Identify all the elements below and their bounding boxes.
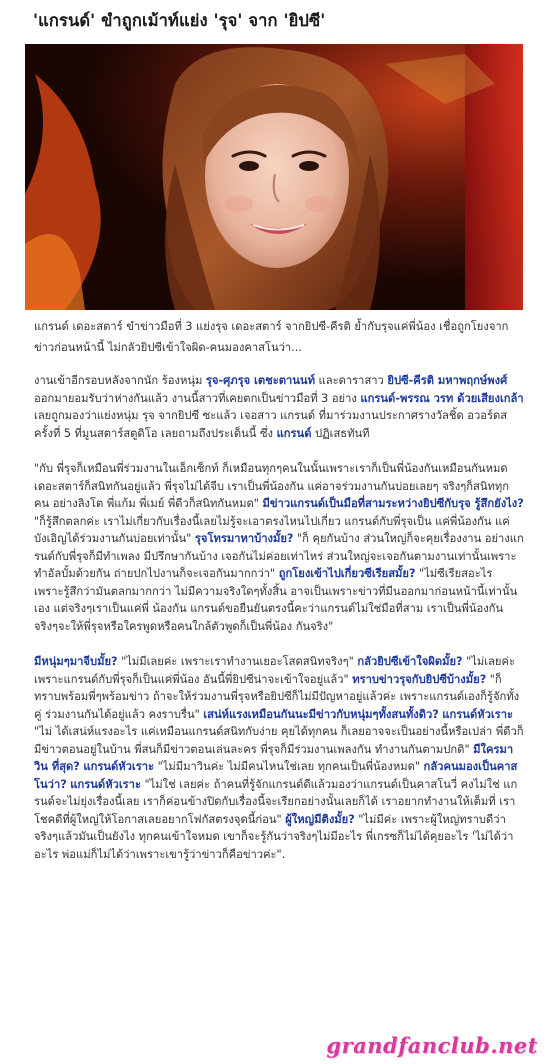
portrait-image	[25, 44, 523, 310]
body-text: และดาราสาว	[314, 374, 388, 387]
highlight-text: รุจโทรมาหาบ้างมั้ย?	[194, 532, 294, 545]
highlight-text: ผู้ใหญ่มีติงมั้ย?	[285, 812, 355, 826]
body-text: ปฏิเสธทันที	[311, 426, 370, 440]
body-text: "ไม่มีมาวินค่ะ ไม่มีคนไหนใช่เลย ทุกคนเป็นพี่น้องหมด"	[154, 760, 424, 773]
body-text: "ไม่มีค่ะ เพราะผู้ใหญ่ทราบดีว่าจริงๆแล้วมันเป็นยังไง ทุกคนเข้าใจหมด เขาก็จะรู้กันว่าจริงๆไม่มีอะไร พี่เกรซก็ไม่ได้คุยอะไร 'ไม่ได้ว่าอะไร พ่อแม่ก็ไม่ได้ว่าเพราะเขารู้ว่าข่าวก็คือข่าวค่ะ".	[34, 812, 514, 861]
body-text: "ไม่มีเลยค่ะ เพราะเราทำงานเยอะโสดสนิทจริงๆ"	[117, 655, 358, 668]
highlight-text: ถูกโยงเข้าไปเกี่ยวซีเรียสมั้ย?	[278, 567, 416, 580]
body-text: "ก็ คุยกันบ้าง ส่วนใหญ่ก็จะคุยเรื่องงาน อย่างแกรนด์กับพี่รุจก็มีทำเพลง มีปรึกษากันบ้าง เจอกันไม่ค่อยเท่าไหร่ ส่วนใหญ่จะเจอกันตามงานเท่านั้นเพราะทำอัลบั้มด้วยกัน ถ่ายปกไปงานก็จะเจอกันมากกว่า"	[34, 532, 524, 580]
photo-caption: แกรนด์ เดอะสตาร์ ขำข่าวมือที่ 3 แย่งรุจ เดอะสตาร์ จากยิปซี-คีรติ ย้ำกับรุจแค่พี่น้อง เชื่อถูกโยงจากข่าวก่อนหน้านี้ ไม่กลัวยิปซีเข้าใจผิด-คนมองคาสโนว่า...	[34, 320, 509, 354]
highlight-text: แกรนด์หัวเราะ	[442, 707, 513, 721]
highlight-text: ทราบข่าวรุจกับยิปซีบ้างมั้ย?	[352, 672, 487, 686]
article-paragraph	[34, 460, 524, 635]
body-text: "ไม่ใช่ เลยค่ะ ถ้าคนที่รู้จักแกรนด์ดีแล้วมองว่าแกรนด์เป็นคาสโนวี่ คงไม่ใช่ แกรนด์จะไม่ยุ่งเรื่องนี้เลย เราก็ค่อนข้างปิดกับเรื่องนี้จะเรียกอย่างนั้นเลยก็ได้ เราอยากทำงานให้เต็มที่ เราโชคดีที่ผู้ใหญ่ให้โอกาสเลยอยากโฟกัสตรงจุดนี้ก่อน"	[34, 777, 518, 826]
highlight-text: กลัวคนมองเป็นคาสโนว่า?	[34, 760, 518, 791]
highlight-text: เสน่ห์แรงเหมือนกันนะมีข่าวกับหนุ่มๆทั้งสนทั้งดิว?	[203, 707, 439, 721]
body-text: "ก็รู้สึกตลกค่ะ เราไม่เกี่ยวกับเรื่องนี้เลยไม่รู้จะเอาตรงไหนไปเกี่ยว แกรนด์กับพี่รุจเป็น แค่พี่น้องกัน แค่บังเอิญได้ร่วมงานกันบ่อยเท่านั้น"	[34, 514, 510, 545]
article-photo	[25, 44, 523, 310]
article-paragraph	[34, 372, 524, 442]
highlight-text: กลัวยิปซีเข้าใจผิดมั้ย?	[357, 655, 463, 668]
article-title: 'แกรนด์' ขำถูกเม้าท์แย่ง 'รุจ' จาก 'ยิปซี'	[33, 11, 326, 30]
highlight-text: แกรนด์หัวเราะ	[83, 760, 155, 773]
body-text: เลยถูกมองว่าแย่งหนุ่ม รุจ จากยิปซี ซะแล้ว เจอสาว แกรนด์ ที่มาร่วมงานประกาศรางวัลชิ้ด อวอร์ดส ครั้งที่ 5 ที่มูนสตาร์สตูดิโอ เลยถามถึงประเด็นนี้ ซึ่ง	[34, 409, 508, 440]
highlight-text: มีหนุ่มๆมาจีบมั้ย?	[34, 655, 118, 668]
site-watermark: grandfanclub.net	[326, 1033, 538, 1058]
highlight-text: แกรนด์	[276, 426, 312, 440]
body-text: "กับ พี่รุจก็เหมือนพี่ร่วมงานในเอ็กเซ็กท์ ก็เหมือนทุกๆคนในนั้นเพราะเราก็เป็นพี่น้องกันเหมือนกันหมด เดอะสตาร์ก็สนิทกันอยู่แล้ว พี่รุจไม่ได้จีบ เราเป็นพี่น้องกัน แค่อาจร่วมงานกันบ่อยเลยๆ จริงๆก็สนิททุกคน อย่างลิงโต พี่แก้ม พี่เมย์ พี่ดีวก็สนิทกันหมด"	[34, 462, 510, 510]
highlight-text: รุจ-ศุภรุจ เตชะตานนท์	[205, 374, 315, 387]
body-text: "ไม่เลยค่ะ เพราะแกรนด์กับพี่รุจก็เป็นแค่พี่น้อง อันนี้พี่ยิปซีน่าจะเข้าใจอยู่แล้ว"	[34, 655, 515, 686]
article-body	[34, 372, 524, 863]
highlight-text: แกรนด์หัวเราะ	[70, 777, 141, 791]
body-text: "ก็ทราบพร้อมพี่ๆพร้อมข่าว ถ้าจะให้ร่วมงานพี่รุจหรือยิปซีก็ไม่มีปัญหาอยู่แล้วค่ะ เพราะแกรนด์เองก็รู้จักทั้งคู่ ร่วมงานกันได้อยู่แล้ว คงราบรื่น"	[34, 672, 520, 721]
body-text: "ไม่ซีเรียสอะไร เพราะรู้สึกว่ามันตลกมากกว่า ไม่มีความจริงใดๆทั้งสิ้น อาจเป็นเพราะข่าวที่มีนออกมาก่อนหน้านี้เท่านั้นเอง แต่จริงๆเราเป็นแค่พี่ น้องกัน แกรนด์ขอยืนยันตรงนี้คะว่าแกรนด์ไม่ใช่มือที่สาม เราเป็นพี่น้องกันจริงๆจะให้พี่รุจหรือใครพูดหรือคนใกล้ตัวพูดก็เป็นพี่น้อง กันจริง"	[34, 567, 518, 633]
highlight-text: มีใครมาวิน ที่สุด?	[34, 742, 514, 773]
highlight-text: ยิปซี-คีรติ มหาพฤกษ์พงศ์	[387, 374, 508, 387]
article-paragraph	[34, 653, 524, 863]
body-text: ออกมายอมรับว่าห่างกันแล้ว งานนี้สาวที่เคยตกเป็นข่าวมือที่ 3 อย่าง	[34, 391, 361, 405]
highlight-text: มีข่าวแกรนด์เป็นมือที่สามระหว่างยิปซีกับรุจ รู้สึกยังไง?	[262, 497, 524, 510]
body-text: "ไม่ ได้เสน่ห์แรงอะไร แค่เหมือนแกรนด์สนิทกับง่าย คุยได้ทุกคน ก็เลยอาจจะเป็นอย่างนี้หรือเปล่า พี่ดีวก็มีข่าวตอนอยู่ในบ้าน พี่สนก็มีข่าวตอนเล่นละคร พี่รุจก็มีร่วมงานเพลงกัน ทำงานกันตามปกติ"	[34, 725, 524, 756]
highlight-text: แกรนด์-พรรณ วรท ด้วยเสียงเกล้า	[360, 391, 524, 405]
body-text: งานเข้าอีกรอบหลังจากนัก ร้องหนุ่ม	[34, 374, 206, 387]
